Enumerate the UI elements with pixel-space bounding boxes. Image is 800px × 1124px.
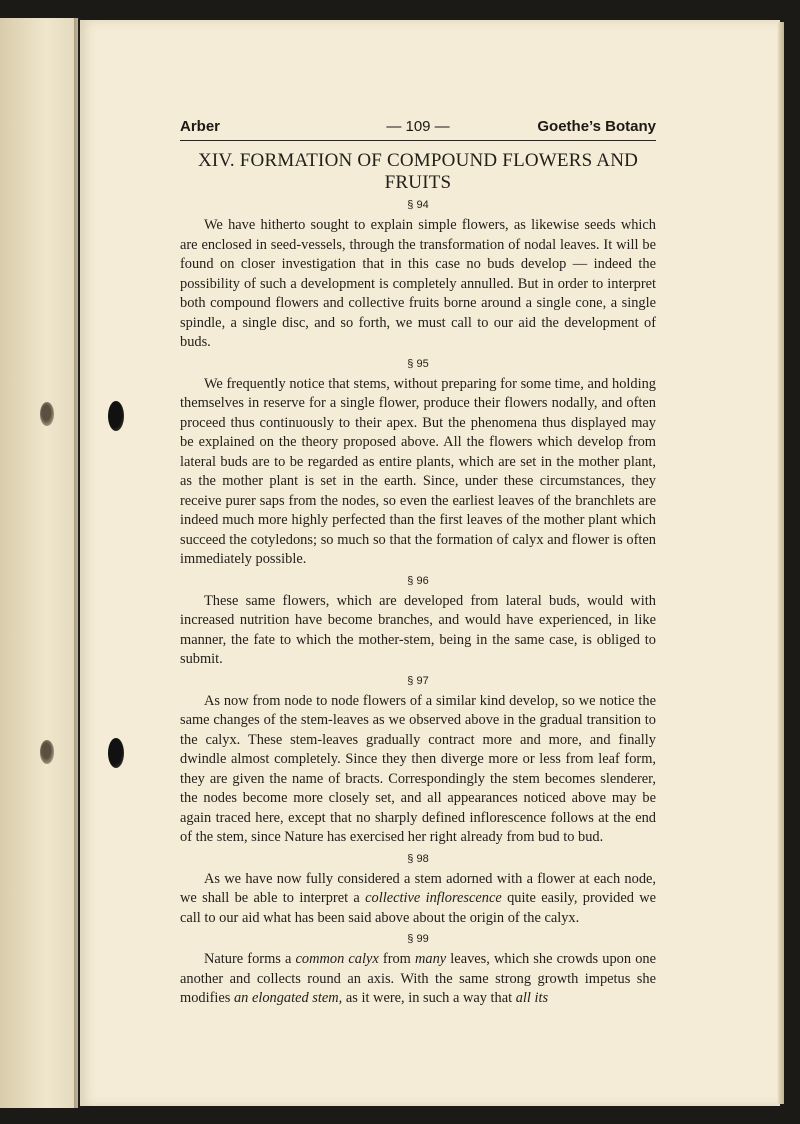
running-header xyxy=(180,116,656,141)
italic-text: common calyx xyxy=(295,951,379,967)
italic-text: many xyxy=(415,951,447,967)
header-author: Arber xyxy=(180,118,221,135)
page-body xyxy=(180,150,656,1009)
binding-hole-upper xyxy=(108,401,124,431)
section-number: § 98 xyxy=(407,852,429,865)
section-number: § 95 xyxy=(407,357,429,370)
chapter-title: XIV. FORMATION OF COMPOUND FLOWERS AND FRUITS xyxy=(197,150,639,193)
facing-page-edge xyxy=(0,18,78,1108)
section-paragraph xyxy=(180,216,656,353)
paragraph-text: As we have now fully considered a stem adorned with a flower at each node, we shall be able to interpret a xyxy=(180,870,656,906)
paragraph-text: As now from node to node flowers of a similar kind develop, so we notice the same changes of the stem-leaves as we observed above in the gradual transition to the calyx. These stem-leaves gradually contract more and more, and finally dwindle almost completely. Since they then diverge more or less from leaf form, they are given the name of bracts. Correspondingly the stem becomes slenderer, the nodes become more closely set, and all appearances noticed above may be again traced here, except that no sharply defined inflorescence follows at the end of the stem, since Nature has exercised her right already from bud to bud. xyxy=(180,692,656,845)
section-paragraph xyxy=(180,375,656,570)
section-number: § 96 xyxy=(407,574,429,587)
section-paragraph xyxy=(180,692,656,848)
paragraph-text: These same flowers, which are developed from lateral buds, would with increased nutrition have become branches, and would have experienced, in like manner, the fate to which the mother-stem, being in the same case, is obliged to submit. xyxy=(180,592,656,667)
paragraph-text: leaves, which she crowds upon one another and collects round an axis. With the same strong growth impetus she modifies xyxy=(180,951,656,1006)
paragraph-text: We have hitherto sought to explain simple flowers, as likewise seeds which are enclosed in seed-vessels, through the transformation of nodal leaves. It will be found on closer investigation that in this case no buds develop — indeed the possibility of such a development is completely annulled. But in order to interpret both compound flowers and collective fruits borne around a single cone, a single spindle, a single disc, and so forth, we must call to our aid the development of buds. xyxy=(180,217,656,350)
sections-container xyxy=(180,197,656,1009)
section-number: § 97 xyxy=(407,674,429,687)
section-number: § 94 xyxy=(407,199,429,211)
header-book-title: Goethe’s Botany xyxy=(537,118,656,135)
paragraph-text: as it were, in such a way that xyxy=(342,990,516,1006)
paragraph-text: We frequently notice that stems, without preparing for some time, and holding themselves in reserve for a single flower, produce their flowers nodally, and often proceed thus continuously to their apex. But the phenomena thus displayed may be explained on the theory proposed above. All the flowers which develop from lateral buds are to be regarded as entire plants, which are set in the mother plant, as the mother plant is set in the earth. Since, under these circumstances, they receive purer saps from the nodes, so even the earliest leaves of the branchlets are indeed much more highly perfected than the first leaves of the mother plant which succeed the cotyledons; so much so that the formation of calyx and flower is often immediately possible. xyxy=(180,375,656,567)
page-number: — 109 — xyxy=(386,118,450,135)
binding-hole-left-lower xyxy=(40,740,54,764)
page-edge xyxy=(778,22,784,1104)
italic-text: all its xyxy=(515,990,549,1006)
paragraph-text: from xyxy=(378,951,415,967)
binding-hole-lower xyxy=(108,738,124,768)
section-paragraph xyxy=(180,870,656,929)
paragraph-text: Nature forms a xyxy=(204,951,296,967)
section-paragraph xyxy=(180,592,656,670)
paragraph-text: quite easily, provided we call to our aid what has been said above about the origin of the calyx. xyxy=(180,890,657,926)
section-paragraph xyxy=(180,950,656,1009)
italic-text: collective inflorescence xyxy=(365,890,502,906)
italic-text: an elongated stem, xyxy=(233,990,343,1006)
section-number: § 99 xyxy=(407,933,429,945)
binding-hole-left-upper xyxy=(40,402,54,426)
